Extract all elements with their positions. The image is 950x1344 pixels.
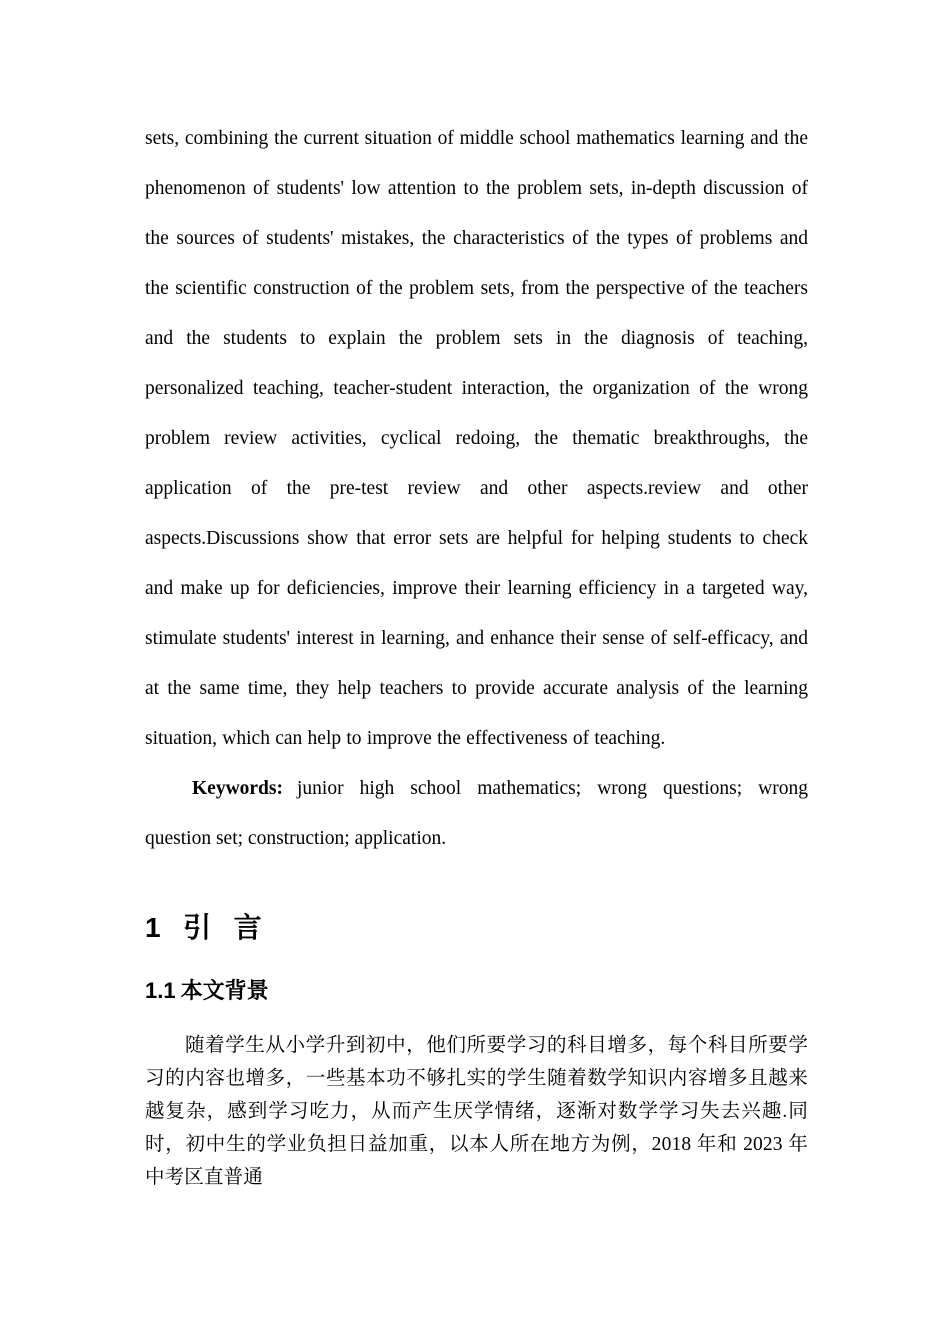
section-heading-1 <box>145 864 808 945</box>
keywords-paragraph <box>145 764 808 864</box>
keywords-value: junior high school mathematics; wrong questions; wrong question set; construction; application. <box>145 778 808 849</box>
section-1-number: 1 <box>145 912 162 943</box>
section-1-1-body-text: 随着学生从小学升到初中，他们所要学习的科目增多，每个科目所要学习的内容也增多，一些基本功不够扎实的学生随着数学知识内容增多且越来越复杂，感到学习吃力，从而产生厌学情绪，逐渐对数学学习失去兴趣.同时，初中生的学业负担日益加重，以本人所在地方为例，2018 年和 2023 年中考区直普通 <box>145 1034 808 1188</box>
abstract-body-text: sets, combining the current situation of middle school mathematics learning and the phenomenon of students' low attention to the problem sets, in-depth discussion of the sources of students' mistakes, the characteristics of the types of problems and the scientific construction of the problem sets, from the perspective of the teachers and the students to explain the problem sets in the diagnosis of teaching, personalized teaching, teacher-student interaction, the organization of the wrong problem review activities, cyclical redoing, the thematic breakthroughs, the application of the pre-test review and other aspects.review and other aspects.Discussions show that error sets are helpful for helping students to check and make up for deficiencies, improve their learning efficiency in a targeted way, stimulate students' interest in learning, and enhance their sense of self-efficacy, and at the same time, they help teachers to provide accurate analysis of the learning situation, which can help to improve the effectiveness of teaching. <box>145 128 808 749</box>
section-heading-1-1 <box>145 945 808 1006</box>
section-1-1-number: 1.1 <box>145 978 176 1003</box>
section-1-title-first: 引 <box>183 912 212 943</box>
keywords-label: Keywords: <box>192 778 283 799</box>
page-content-column <box>145 0 808 1194</box>
section-1-title-second: 言 <box>233 912 263 943</box>
section-1-1-title: 本文背景 <box>180 978 269 1003</box>
